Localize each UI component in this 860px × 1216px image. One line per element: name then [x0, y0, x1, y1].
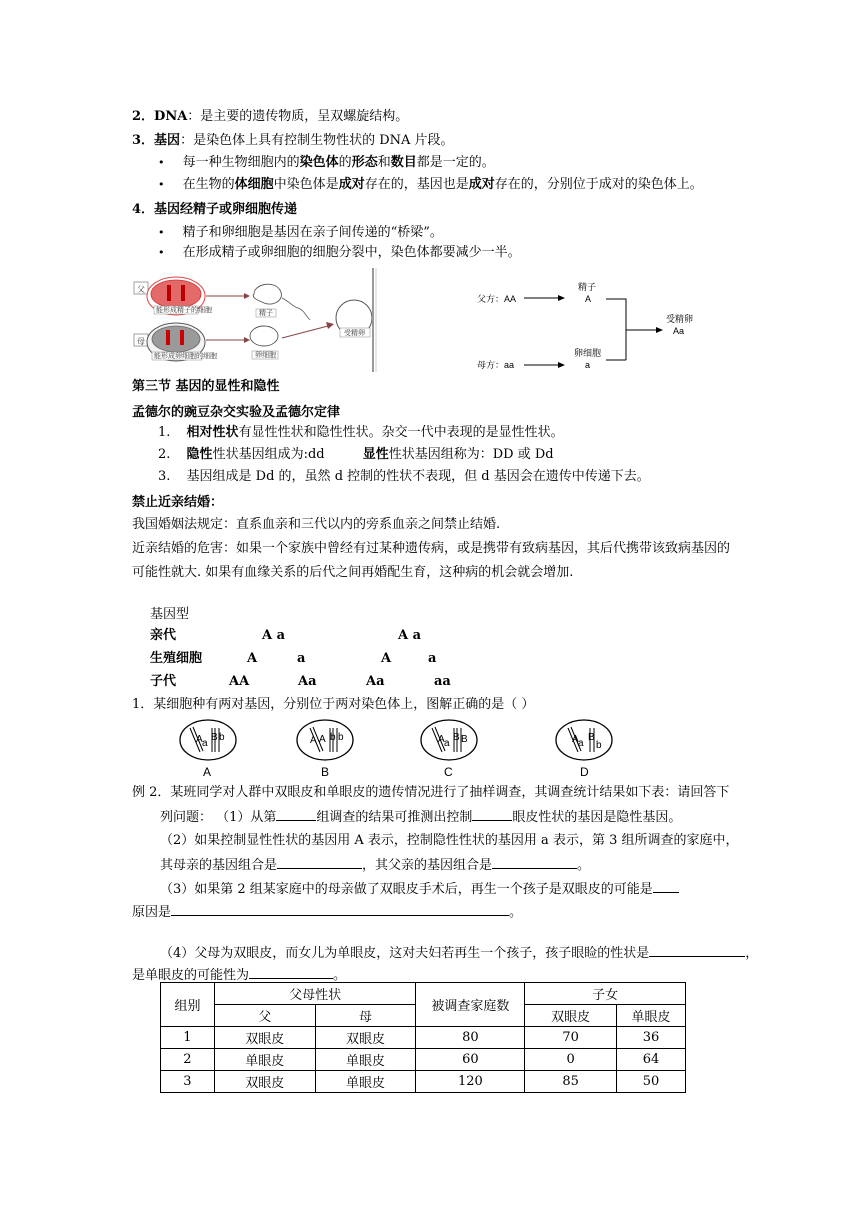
header-group: 组别	[161, 983, 215, 1027]
example-2-line-1: 例 2．某班同学对人群中双眼皮和单眼皮的遗传情况进行了抽样调查，其调查统计结果如下表：请回答下	[132, 785, 730, 800]
chromosome-icon	[167, 285, 171, 301]
example-2-line-7: （4）父母为双眼皮，而女儿为单眼皮，这对夫妇若再生一个孩子，孩子眼睑的性状是 ，	[160, 946, 759, 961]
father-tag: 父	[137, 285, 145, 294]
table-row: 2 单眼皮 单眼皮 60 0 64	[161, 1049, 686, 1071]
header-double-eyelid: 双眼皮	[525, 1005, 617, 1027]
bullet-icon: •	[158, 156, 165, 169]
mendel-item-3: 3. 基因组成是 Dd 的，虽然 d 控制的性状不表现，但 d 基因会在遗传中传递下去。	[158, 469, 650, 484]
example-2-line-8: 是单眼皮的可能性为 。	[132, 968, 347, 983]
sperm-shape	[253, 284, 281, 304]
gene-transfer-figure	[470, 278, 710, 374]
bullet-icon: •	[158, 178, 165, 191]
genotype-child-1: AA	[229, 674, 250, 689]
genotype-child-4: aa	[434, 674, 451, 689]
gene-label: b	[219, 732, 225, 743]
bullet-icon: •	[158, 246, 165, 259]
answer-blank[interactable]	[171, 903, 509, 916]
arrow-head-icon	[558, 362, 565, 368]
answer-blank[interactable]	[649, 944, 745, 957]
father-genotype: 父方：AA	[477, 294, 517, 304]
gene-label: B	[588, 732, 595, 743]
genotype-heading: 基因型	[150, 607, 190, 622]
marriage-law: 我国婚姻法规定：直系血亲和三代以内的旁系血亲之间禁止结婚.	[132, 517, 501, 532]
gene-label: b	[330, 732, 336, 743]
header-mother: 母	[315, 1005, 416, 1027]
gene-label: b	[596, 740, 602, 751]
egg-label: 卵细胞	[255, 351, 276, 359]
genotype-row-child: 子代	[150, 674, 177, 689]
answer-blank[interactable]	[472, 808, 512, 821]
sperm-gene: A	[585, 294, 592, 304]
option-d-diagram[interactable]	[556, 720, 612, 779]
option-c-label: C	[444, 765, 453, 779]
bullet-icon: •	[158, 226, 165, 239]
mother-genotype: 母方：aa	[477, 360, 515, 370]
mother-tag: 母	[137, 337, 145, 346]
mother-cell-caption: 能形成卵细胞的细胞	[154, 352, 217, 360]
genotype-parent-2: A a	[398, 628, 422, 643]
gene-label: a	[202, 738, 208, 749]
egg-shape	[250, 326, 278, 346]
arrow-head-icon	[244, 293, 250, 299]
bracket-line	[606, 299, 626, 360]
option-b-diagram[interactable]	[297, 720, 353, 779]
gene-bullet-2: • 在生物的体细胞中染色体是成对存在的，基因也是成对存在的，分别位于成对的染色体上。	[158, 177, 703, 192]
question-1-text: 1．某细胞种有两对基因，分别位于两对染色体上，图解正确的是（ ）	[132, 697, 535, 712]
header-parents: 父母性状	[214, 983, 416, 1005]
header-children: 子女	[525, 983, 686, 1005]
marriage-title: 禁止近亲结婚：	[132, 495, 224, 510]
gene-line	[132, 132, 454, 150]
table-row: 1 双眼皮 双眼皮 80 70 36	[161, 1027, 686, 1049]
transfer-bullet-2: • 在形成精子或卵细胞的细胞分裂中，染色体都要减少一半。	[158, 245, 521, 260]
mendel-item-1: 1. 相对性状有显性性状和隐性性状。杂交一代中表现的是显性性状。	[158, 425, 564, 440]
question-1-options-figure	[170, 716, 650, 782]
zygote-label: 受精卵	[344, 329, 365, 337]
cell-outline	[180, 720, 236, 760]
mother-cell-nucleus	[152, 326, 200, 352]
option-a-diagram[interactable]	[180, 720, 236, 779]
gene-bullet-1: • 每一种生物细胞内的染色体的形态和数目都是一定的。	[158, 155, 495, 170]
zygote-gene: Aa	[673, 326, 685, 336]
transfer-bullet-1: • 精子和卵细胞是基因在亲子间传递的“桥梁”。	[158, 225, 443, 240]
egg-name: 卵细胞	[574, 348, 602, 358]
dna-label: DNA	[154, 109, 188, 124]
survey-table	[160, 982, 686, 1093]
gene-label: A	[319, 734, 326, 745]
answer-blank[interactable]	[277, 856, 362, 869]
chromosome-icon	[180, 330, 184, 345]
section-title: 第三节 基因的显性和隐性	[132, 379, 280, 394]
sperm-name: 精子	[578, 282, 597, 292]
egg-gene: a	[585, 360, 591, 370]
sperm-label: 精子	[259, 309, 273, 317]
example-2-line-4: 其母亲的基因组合是 ，其父亲的基因组合是 。	[160, 858, 591, 873]
gene-label: a	[444, 738, 450, 749]
gene-label: B	[211, 732, 218, 743]
gene-label: A	[438, 734, 445, 745]
chromosome-icon	[181, 285, 185, 301]
gene-label: B	[453, 732, 460, 743]
option-d-label: D	[580, 765, 589, 779]
mendel-item-2: 2. 隐性性状基因组成为:dd 显性性状基因组称为：DD 或 Dd	[158, 447, 554, 462]
header-single-eyelid: 单眼皮	[617, 1005, 686, 1027]
father-cell-caption: 能形成精子的细胞	[156, 306, 212, 314]
gene-label: A	[572, 734, 579, 745]
gamete-formation-figure	[132, 266, 382, 374]
gene-label: 基因	[154, 133, 181, 148]
gene-label: B	[461, 734, 468, 745]
marriage-harm-line-2: 可能性就大. 如果有血缘关系的后代之间再婚配生育，这种病的机会就会增加.	[132, 565, 574, 580]
arrow-line	[282, 326, 328, 338]
gene-label: A	[196, 734, 203, 745]
option-a-label: A	[203, 765, 212, 779]
example-2-line-3: （2）如果控制显性性状的基因用 A 表示，控制隐性性状的基因用 a 表示，第 3 组所调查的家庭中，	[160, 833, 739, 848]
example-2-line-6: 原因是 。	[132, 905, 523, 920]
genotype-gamete-4: a	[428, 651, 437, 666]
cell-outline	[556, 720, 612, 760]
answer-blank[interactable]	[492, 856, 577, 869]
example-2-line-2: 列问题： （1）从第 组调查的结果可推测出控制 眼皮性状的基因是隐性基因。	[160, 810, 682, 825]
gene-label: a	[578, 738, 584, 749]
zygote-name: 受精卵	[666, 314, 694, 324]
genotype-child-2: Aa	[298, 674, 317, 689]
header-father: 父	[214, 1005, 315, 1027]
header-families: 被调查家庭数	[416, 983, 525, 1027]
genotype-gamete-3: A	[381, 651, 392, 666]
arrow-head-icon	[244, 337, 250, 343]
father-cell-nucleus	[151, 280, 201, 308]
marriage-harm-line-1: 近亲结婚的危害：如果一个家族中曾经有过某种遗传病，或是携带有致病基因，其后代携带该致病基因的	[132, 541, 731, 556]
arrow-head-icon	[656, 327, 663, 333]
answer-blank[interactable]	[653, 880, 679, 893]
arrow-head-icon	[326, 322, 334, 329]
option-c-diagram[interactable]	[421, 720, 477, 779]
dna-num: 2．	[132, 109, 155, 124]
arrow-head-icon	[558, 295, 565, 301]
genotype-child-3: Aa	[366, 674, 385, 689]
genotype-row-parent: 亲代	[150, 628, 177, 643]
answer-blank[interactable]	[249, 966, 333, 979]
table-header-row	[161, 983, 686, 1005]
sperm-tail	[282, 298, 310, 320]
mendel-title: 孟德尔的豌豆杂交实验及孟德尔定律	[132, 405, 341, 420]
example-2-line-5: （3）如果第 2 组某家庭中的母亲做了双眼皮手术后，再生一个孩子是双眼皮的可能是	[160, 880, 679, 899]
dna-line	[132, 108, 408, 126]
gene-label: A	[310, 735, 317, 746]
genotype-parent-1: A a	[262, 628, 286, 643]
chromosome-icon	[166, 330, 170, 345]
genotype-row-gamete: 生殖细胞	[150, 651, 203, 666]
transfer-title: 4．基因经精子或卵细胞传递	[132, 202, 298, 217]
genotype-gamete-2: a	[297, 651, 306, 666]
dna-text: ：是主要的遗传物质，呈双螺旋结构。	[187, 109, 409, 124]
option-b-label: B	[321, 765, 330, 779]
gene-num: 3．	[132, 133, 155, 148]
genotype-gamete-1: A	[247, 651, 258, 666]
gene-text: ：是染色体上具有控制生物性状的 DNA 片段。	[180, 133, 454, 148]
gene-label: b	[338, 732, 344, 743]
table-row: 3 双眼皮 单眼皮 120 85 50	[161, 1071, 686, 1093]
answer-blank[interactable]	[276, 808, 316, 821]
